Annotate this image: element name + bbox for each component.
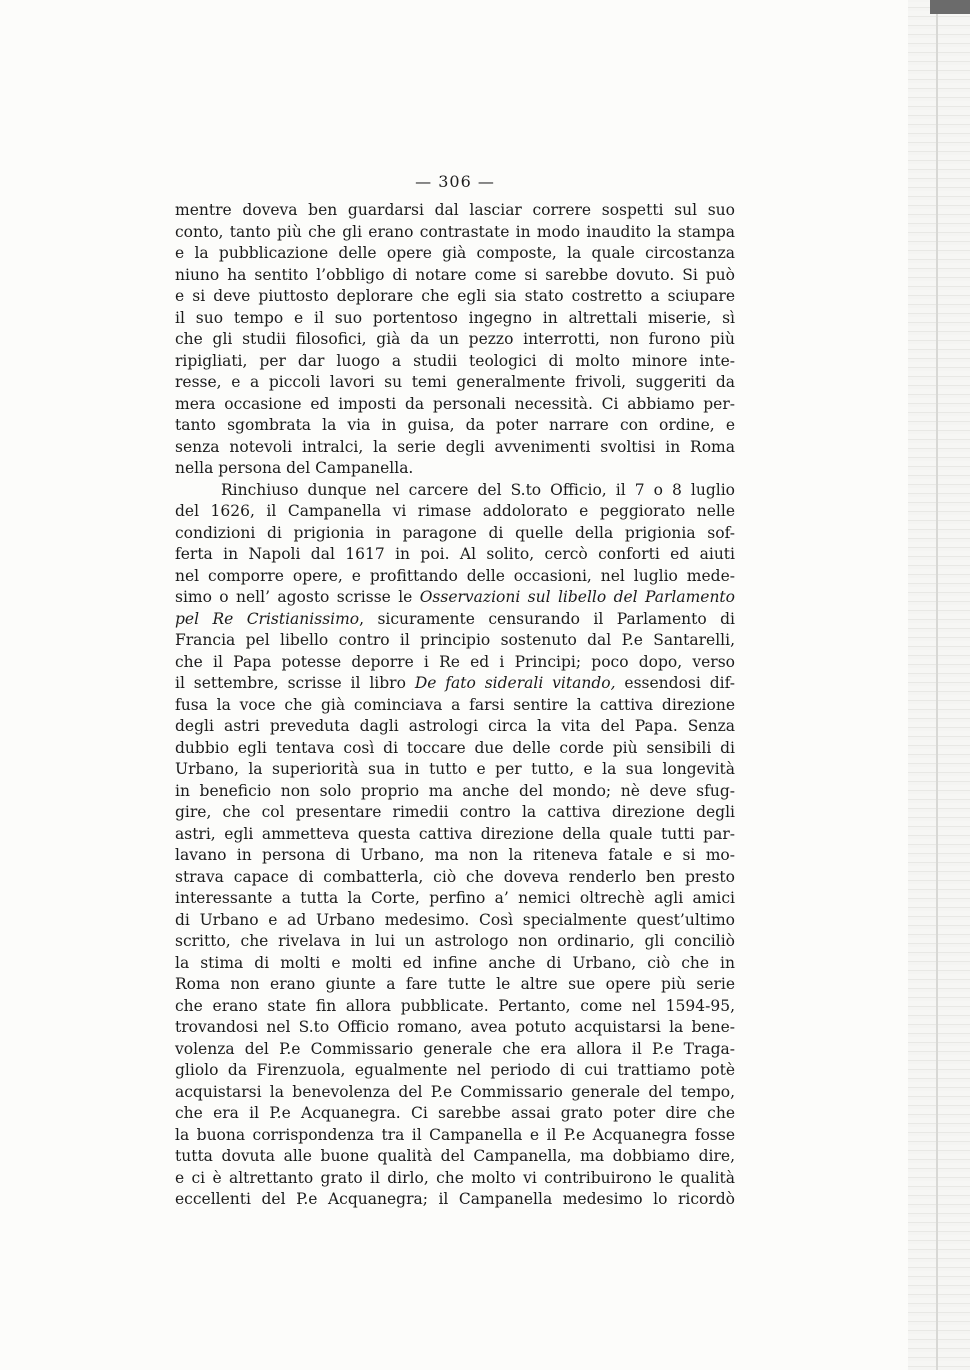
text-line-content: niuno ha sentito l’obbligo di notare come si sarebbe dovuto. Si può xyxy=(175,265,735,284)
text-line xyxy=(175,953,735,975)
scan-corner-mark xyxy=(930,0,970,14)
text-line-content: mera occasione ed imposti da personali necessità. Ci abbiamo per- xyxy=(175,394,735,413)
text-line xyxy=(175,802,735,824)
text-line xyxy=(175,1060,735,1082)
text-line-content: del 1626, il Campanella vi rimase addolorato e peggiorato nelle xyxy=(175,502,735,520)
text-line-content: e ci è altrettanto grato il dirlo, che molto vi contribuirono le qualità xyxy=(175,1168,735,1187)
text-line xyxy=(175,351,735,373)
text-line-content: astri, egli ammetteva questa cattiva direzione della quale tutti par- xyxy=(175,824,735,843)
text-line-content: fusa la voce che già cominciava a farsi sentire la cattiva direzione xyxy=(175,695,735,714)
text-line xyxy=(175,738,735,760)
text-line-content: resse, e a piccoli lavori su temi generalmente frivoli, suggeriti da xyxy=(175,373,735,391)
text-line-content: Roma non erano giunte a fare tutte le altre sue opere più serie xyxy=(175,975,735,993)
text-line xyxy=(175,781,735,803)
text-line-content: ferta in Napoli dal 1617 in poi. Al solito, cercò conforti ed aiuti xyxy=(175,545,735,563)
page-gutter-shadow xyxy=(908,0,970,1370)
text-line-content: Urbano, la superiorità sua in tutto e per tutto, e la sua longevità xyxy=(175,760,735,778)
text-line xyxy=(175,458,735,480)
text-line-content: interessante a tutta la Corte, perfino a’ nemici oltrechè agli amici xyxy=(175,889,735,907)
text-line xyxy=(175,1017,735,1039)
text-line-content: degli astri preveduta dagli astrologi circa la vita del Papa. Senza xyxy=(175,717,735,735)
text-line xyxy=(175,587,735,609)
text-line xyxy=(175,394,735,416)
italic-title: pel Re Cristianissimo xyxy=(175,609,360,628)
text-line-content: condizioni di prigionia in paragone di quelle della prigionia sof- xyxy=(175,523,735,542)
text-line xyxy=(175,329,735,351)
text-line xyxy=(175,200,735,222)
text-line xyxy=(175,824,735,846)
text-line xyxy=(175,308,735,330)
text-line xyxy=(175,566,735,588)
text-line-content: conto, tanto più che gli erano contrastate in modo inaudito la stampa xyxy=(175,222,735,241)
text-line-content: tutta dovuta alle buone qualità del Campanella, ma dobbiamo dire, xyxy=(175,1147,735,1165)
italic-title: Osservazioni sul libello del Parlamento xyxy=(419,588,735,606)
text-line xyxy=(175,695,735,717)
text-line-content: gire, che col presentare rimedii contro la cattiva direzione degli xyxy=(175,803,735,821)
text-line xyxy=(175,609,735,631)
text-line-content: il settembre, scrisse il libro xyxy=(175,674,415,692)
text-line xyxy=(175,759,735,781)
text-line-continuation: essendosi dif- xyxy=(615,674,736,692)
text-line-content: in beneficio non solo proprio ma anche del mondo; nè deve sfug- xyxy=(175,781,735,800)
text-line xyxy=(175,845,735,867)
text-line-content: Rinchiuso dunque nel carcere del S.to Officio, il 7 o 8 luglio xyxy=(221,480,735,499)
text-line xyxy=(175,867,735,889)
page-number: — 306 — xyxy=(415,172,495,191)
text-line-content: nel comporre opere, e profittando delle occasioni, nel luglio mede- xyxy=(175,566,735,585)
page-edge xyxy=(936,0,938,1370)
text-line xyxy=(175,265,735,287)
text-line-content: senza notevoli intralci, la serie degli avvenimenti svoltisi in Roma xyxy=(175,437,735,456)
text-line xyxy=(175,544,735,566)
text-line-content: volenza del P.e Commissario generale che era allora il P.e Traga- xyxy=(175,1039,735,1058)
text-line xyxy=(175,372,735,394)
text-line xyxy=(175,673,735,695)
text-line-continuation: , sicuramente censurando il Parlamento di xyxy=(359,609,735,628)
text-line xyxy=(175,716,735,738)
text-line xyxy=(175,652,735,674)
body-text xyxy=(175,200,735,1211)
text-line xyxy=(175,630,735,652)
text-line-content: il suo tempo e il suo portentoso ingegno in altrettali miserie, sì xyxy=(175,308,735,327)
italic-title: De fato siderali vitando, xyxy=(414,674,616,692)
text-line-content: tanto sgombrata la via in guisa, da poter narrare con ordine, e xyxy=(175,416,735,434)
text-line xyxy=(175,222,735,244)
text-line xyxy=(175,286,735,308)
text-line-content: scritto, che rivelava in lui un astrologo non ordinario, gli conciliò xyxy=(175,932,735,950)
text-line-content: gliolo da Firenzuola, egualmente nel periodo di cui trattiamo potè xyxy=(175,1061,735,1079)
text-line-content: lavano in persona di Urbano, ma non la riteneva fatale e si mo- xyxy=(175,846,735,864)
text-line-content: e si deve piuttosto deplorare che egli sia stato costretto a sciupare xyxy=(175,287,735,305)
text-line xyxy=(175,1146,735,1168)
text-line xyxy=(175,996,735,1018)
text-line-content: strava capace di combatterla, ciò che doveva renderlo ben presto xyxy=(175,867,735,886)
text-line xyxy=(175,523,735,545)
text-line-content: ripigliati, per dar luogo a studii teologici di molto minore inte- xyxy=(175,351,735,370)
text-line xyxy=(175,415,735,437)
text-line-content: eccellenti del P.e Acquanegra; il Campanella medesimo lo ricordò xyxy=(175,1190,735,1208)
text-line xyxy=(175,480,735,502)
text-line-content: che gli studii filosofici, già da un pezzo interrotti, non furono più xyxy=(175,330,735,348)
text-line xyxy=(175,888,735,910)
text-line xyxy=(175,1168,735,1190)
text-line xyxy=(175,437,735,459)
text-line xyxy=(175,974,735,996)
text-line-content: di Urbano e ad Urbano medesimo. Così specialmente quest’ultimo xyxy=(175,910,735,929)
text-line-content: la stima di molti e molti ed infine anche di Urbano, ciò che in xyxy=(175,953,735,972)
text-line xyxy=(175,1189,735,1211)
text-line-content: nella persona del Campanella. xyxy=(175,459,414,477)
text-line xyxy=(175,931,735,953)
text-line-content: Francia pel libello contro il principio sostenuto dal P.e Santarelli, xyxy=(175,631,735,649)
text-line-content: simo o nell’ agosto scrisse le xyxy=(175,588,420,606)
text-line-content: la buona corrispondenza tra il Campanella e il P.e Acquanegra fosse xyxy=(175,1125,735,1144)
text-line-content: trovandosi nel S.to Officio romano, avea potuto acquistarsi la bene- xyxy=(175,1018,735,1036)
text-line xyxy=(175,1039,735,1061)
text-line xyxy=(175,501,735,523)
text-line-content: che il Papa potesse deporre i Re ed i Principi; poco dopo, verso xyxy=(175,652,735,671)
text-line-content: dubbio egli tentava così di toccare due delle corde più sensibili di xyxy=(175,738,735,757)
text-line xyxy=(175,1103,735,1125)
text-line xyxy=(175,910,735,932)
text-line xyxy=(175,243,735,265)
text-line-content: che era il P.e Acquanegra. Ci sarebbe assai grato poter dire che xyxy=(175,1104,735,1122)
text-line-content: e la pubblicazione delle opere già composte, la quale circostanza xyxy=(175,244,735,262)
text-line xyxy=(175,1082,735,1104)
text-line-content: che erano state fin allora pubblicate. Pertanto, come nel 1594-95, xyxy=(175,996,735,1015)
text-line-content: acquistarsi la benevolenza del P.e Commissario generale del tempo, xyxy=(175,1082,735,1101)
text-line-content: mentre doveva ben guardarsi dal lasciar correre sospetti sul suo xyxy=(175,201,735,219)
text-line xyxy=(175,1125,735,1147)
